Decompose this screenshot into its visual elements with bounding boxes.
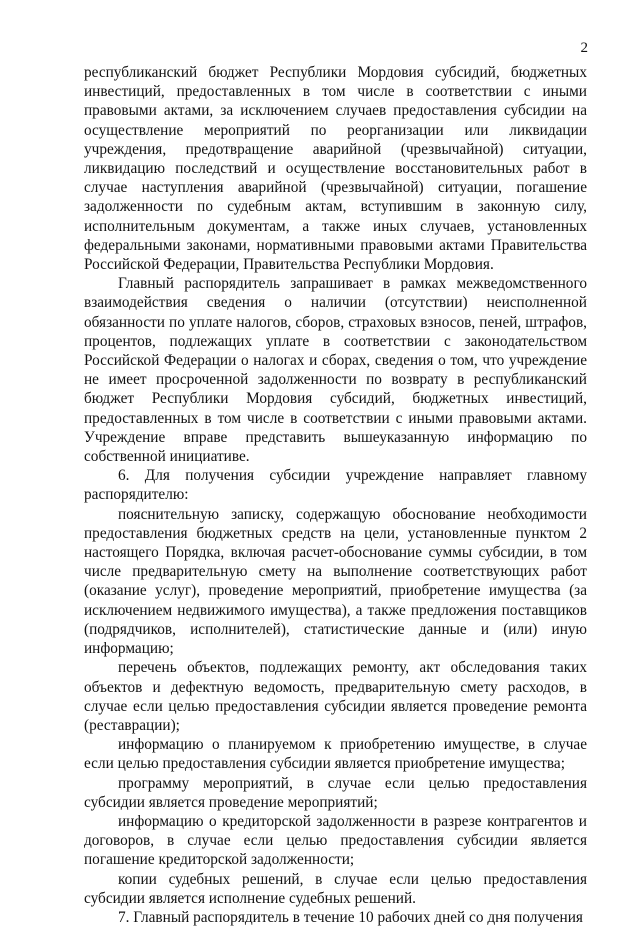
paragraph-continuation: республиканский бюджет Республики Мордовия субсидий, бюджетных инвестиций, предоставленных в том числе в соответствии с иными правовыми актами, за исключением случаев предоставления субсидии на осуществление мероприятий по реорганизации или ликвидации учреждения, предотвращение аварийной (чрезвычайной) ситуации, ликвидацию последствий и осуществление восстановительных работ в случае наступления аварийной (чрезвычайной) ситуации, погашение задолженности по судебным актам, вступившим в законную силу, исполнительным документам, а также иных случаев, установленных федеральными законами, нормативными правовыми актами Правительства Российской Федерации, Правительства Республики Мордовия. <box>84 64 587 274</box>
paragraph-explanatory-note: пояснительную записку, содержащую обоснование необходимости предоставления бюджетных средств на цели, установленные пунктом 2 настоящего Порядка, включая расчет-обоснование суммы субсидии, в том числе предварительную смету на выполнение соответствующих работ (оказание услуг), проведение мероприятий, приобретение имущества (за исключением недвижимого имущества), а также предложения поставщиков (подрядчиков, исполнителей), статистические данные и (или) иную информацию; <box>84 505 587 658</box>
page-number: 2 <box>580 40 588 56</box>
paragraph-repair-objects: перечень объектов, подлежащих ремонту, акт обследования таких объектов и дефектную ведомость, предварительную смету расходов, в случае если целью предоставления субсидии является проведение ремонта (реставрации); <box>84 659 587 734</box>
paragraph-creditor-debt: информацию о кредиторской задолженности в разрезе контрагентов и договоров, в случае если целью предоставления субсидии является погашение кредиторской задолженности; <box>84 812 587 869</box>
paragraph-item-6: 6. Для получения субсидии учреждение направляет главному распорядителю: <box>84 467 587 504</box>
paragraph-property-info: информацию о планируемом к приобретению имуществе, в случае если целью предоставления субсидии является приобретение имущества; <box>84 736 587 773</box>
paragraph-interagency-request: Главный распорядитель запрашивает в рамках межведомственного взаимодействия сведения о наличии (отсутствии) неисполненной обязанности по уплате налогов, сборов, страховых взносов, пеней, штрафов, процентов, подлежащих уплате в соответствии с законодательством Российской Федерации о налогах и сборах, сведения о том, что учреждение не имеет просроченной задолженности по возврату в республиканский бюджет Республики Мордовия субсидий, бюджетных инвестиций, предоставленных в том числе в соответствии с иными правовыми актами. Учреждение вправе представить вышеуказанную информацию по собственной инициативе. <box>84 275 587 466</box>
paragraph-events-program: программу мероприятий, в случае если целью предоставления субсидии является проведение мероприятий; <box>84 774 587 811</box>
paragraph-court-decisions: копии судебных решений, в случае если целью предоставления субсидии является исполнение судебных решений. <box>84 870 587 907</box>
body-text <box>84 63 587 927</box>
paragraph-item-7: 7. Главный распорядитель в течение 10 рабочих дней со дня получения <box>118 908 583 926</box>
